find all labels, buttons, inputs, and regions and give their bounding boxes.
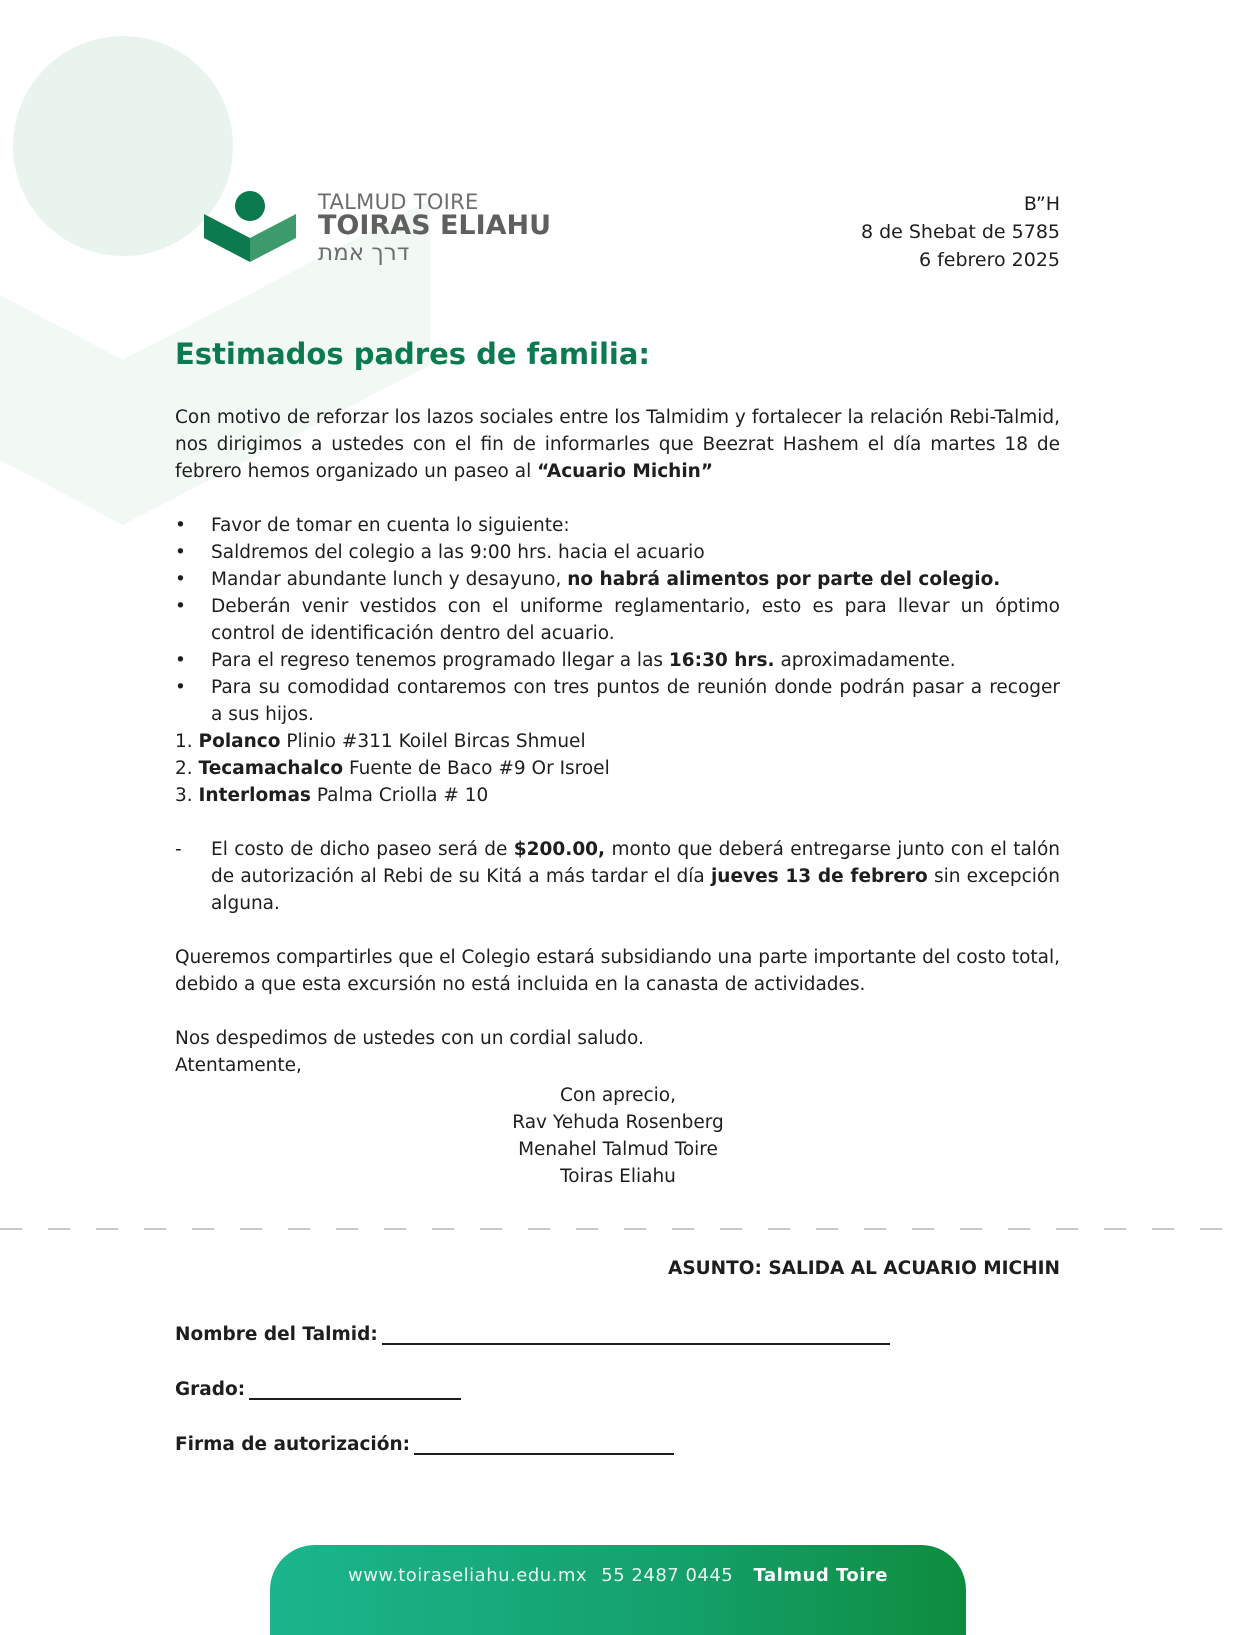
bullet-marker: •: [175, 569, 186, 590]
meeting-points-list: [175, 728, 1060, 809]
intro-paragraph: [175, 404, 1060, 485]
student-name-label: Nombre del Talmid:: [175, 1324, 378, 1345]
logo-line-2: TOIRAS ELIAHU: [318, 210, 552, 241]
bh-heading: B”H: [1023, 193, 1060, 215]
student-name-line[interactable]: [382, 1323, 890, 1345]
bullet-marker: •: [175, 677, 186, 698]
slip-subject: ASUNTO: SALIDA AL ACUARIO MICHIN: [668, 1258, 1060, 1279]
closing-line: Atentamente,: [175, 1055, 302, 1076]
intro-destination: “Acuario Michin”: [537, 461, 713, 482]
cost-deadline: jueves 13 de febrero: [710, 866, 928, 887]
authorization-signature-field: [175, 1433, 674, 1455]
bullet-marker: •: [175, 542, 186, 563]
cut-dashed-line: [0, 1228, 1236, 1230]
cost-amount: $200.00,: [513, 839, 606, 860]
authorization-signature-line[interactable]: [414, 1433, 674, 1455]
meeting-point: 2. Tecamachalco Fuente de Baco #9 Or Isroel: [175, 758, 610, 779]
intro-text: Con motivo de reforzar los lazos sociales entre los Talmidim y fortalecer la relación Rebi-Talmid, nos dirigimos a ustedes con el fin de informarles que Beezrat Hashem el día martes 18 de febrero hemos organizado un paseo al: [175, 407, 1060, 482]
footer-contact: [270, 1565, 966, 1586]
footer-bar: [270, 1545, 966, 1635]
background-circle: [13, 36, 233, 256]
bullet-marker: •: [175, 515, 186, 536]
list-item: • Favor de tomar en cuenta lo siguiente:: [175, 512, 1060, 539]
logo-emblem-icon: [204, 190, 296, 266]
footer-phone: 55 2487 0445: [601, 1565, 734, 1586]
bullet-marker: •: [175, 650, 186, 671]
grade-label: Grado:: [175, 1379, 246, 1400]
dash-marker: -: [175, 839, 182, 860]
school-logo: [204, 190, 564, 270]
list-item: • Saldremos del colegio a las 9:00 hrs. hacia el acuario: [175, 539, 1060, 566]
grade-line[interactable]: [249, 1378, 461, 1400]
signature-name: Rav Yehuda Rosenberg: [512, 1112, 724, 1133]
bullet-marker: •: [175, 596, 186, 617]
meeting-point: 1. Polanco Plinio #311 Koilel Bircas Shmuel: [175, 731, 586, 752]
signature-institution: Toiras Eliahu: [560, 1166, 676, 1187]
footer-website[interactable]: www.toiraseliahu.edu.mx: [347, 1565, 588, 1586]
student-name-field: [175, 1323, 890, 1345]
footer-brand: Talmud Toire: [753, 1565, 889, 1586]
cost-list: [175, 836, 1060, 917]
date-block: [861, 190, 1060, 274]
signature-title: Menahel Talmud Toire: [518, 1139, 718, 1160]
signature-line-1: Con aprecio,: [559, 1085, 676, 1106]
list-item: • Deberán venir vestidos con el uniforme reglamentario, esto es para llevar un óptimo control de identificación dentro del acuario.: [175, 593, 1060, 647]
hebrew-date: 8 de Shebat de 5785: [860, 221, 1060, 243]
signature-block: [0, 1082, 1236, 1190]
letter-body: [175, 336, 1060, 1079]
farewell-line: Nos despedimos de ustedes con un cordial saludo.: [175, 1028, 644, 1049]
list-item: • Para su comodidad contaremos con tres puntos de reunión donde podrán pasar a recoger a sus hijos.: [175, 674, 1060, 728]
list-item: • Para el regreso tenemos programado llegar a las 16:30 hrs. aproximadamente.: [175, 647, 1060, 674]
authorization-signature-label: Firma de autorización:: [175, 1434, 411, 1455]
meeting-point: 3. Interlomas Palma Criolla # 10: [175, 785, 489, 806]
instructions-list: [175, 512, 1060, 728]
greeting: Estimados padres de familia:: [175, 337, 651, 371]
subsidy-paragraph: Queremos compartirles que el Colegio estará subsidiando una parte importante del costo total, debido a que esta excursión no está incluida en la canasta de actividades.: [175, 947, 1060, 995]
logo-hebrew: דרך אמת: [318, 240, 410, 266]
gregorian-date: 6 febrero 2025: [918, 249, 1060, 271]
logo-line-1: TALMUD TOIRE: [318, 190, 479, 214]
list-item: • Mandar abundante lunch y desayuno, no habrá alimentos por parte del colegio.: [175, 566, 1060, 593]
cost-item: - El costo de dicho paseo será de $200.00, monto que deberá entregarse junto con el talón de autorización al Rebi de su Kitá a más tardar el día jueves 13 de febrero sin excepción alguna.: [175, 836, 1060, 917]
grade-field: [175, 1378, 461, 1400]
